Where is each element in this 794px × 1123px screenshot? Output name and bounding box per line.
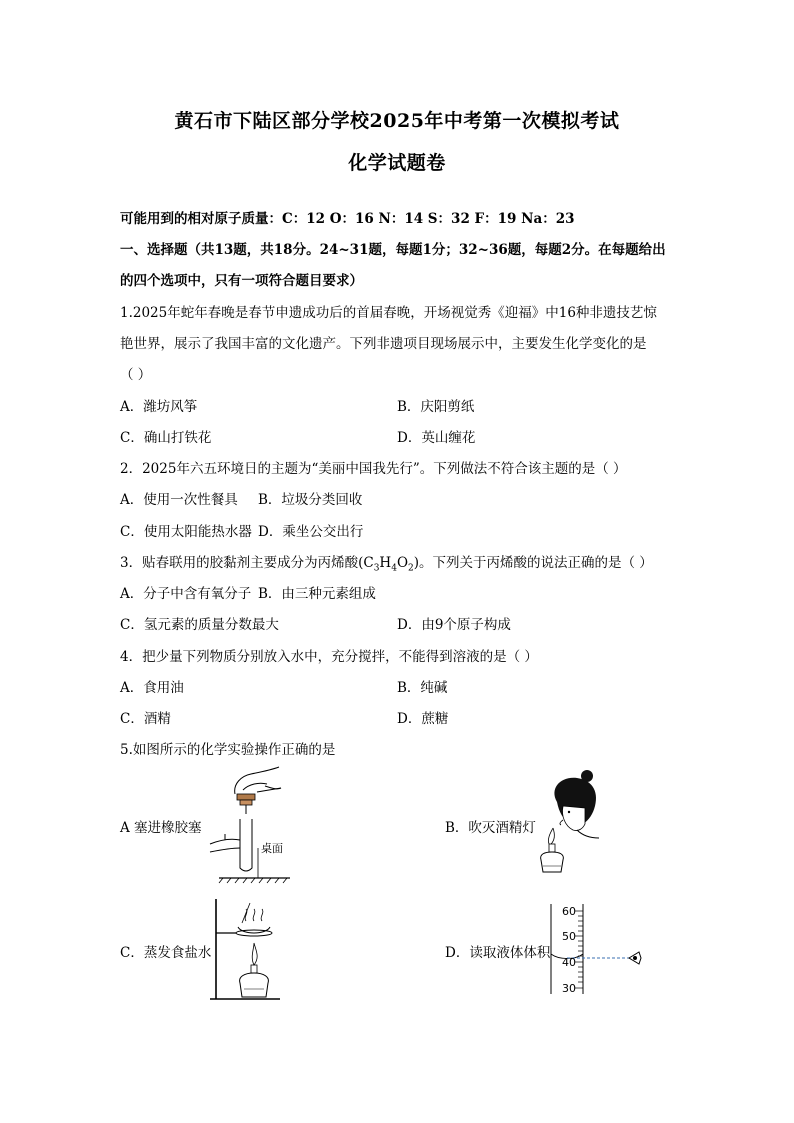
q4-option-d: D．蔗糖 xyxy=(397,711,449,727)
q3-o: O xyxy=(396,555,409,571)
q2-option-b: B．垃圾分类回收 xyxy=(258,492,363,508)
q3-text-pre: 3．贴春联用的胶黏剂主要成分为丙烯酸(C xyxy=(120,555,374,571)
q1-option-b: B．庆阳剪纸 xyxy=(397,399,475,415)
q3-option-c: C．氢元素的质量分数最大 xyxy=(120,617,279,633)
scale-label-50: 50 xyxy=(562,930,576,943)
blow-lamp-figure xyxy=(527,768,617,880)
q1-option-d: D．英山缠花 xyxy=(397,430,476,446)
q3-option-d: D．由9个原子构成 xyxy=(397,617,511,633)
q3-sub-c: 3 xyxy=(373,563,380,574)
atomic-mass-line: 可能用到的相对原子质量：C：12 O：16 N：14 S：32 F：19 Na：23 xyxy=(120,211,575,227)
q1-option-a: A．潍坊风筝 xyxy=(120,399,198,415)
q5-option-d: D．读取液体体积 xyxy=(445,945,551,961)
q3-sub-o: 2 xyxy=(408,563,414,574)
q3-option-a: A．分子中含有氧分子 xyxy=(120,586,252,602)
q4-line1: 4．把少量下列物质分别放入水中，充分搅拌，不能得到溶液的是（ ） xyxy=(120,649,538,665)
scale-label-30: 30 xyxy=(562,982,576,995)
scale-label-60: 60 xyxy=(562,905,576,918)
page-title: 黄石市下陆区部分学校2025年中考第一次模拟考试 xyxy=(174,110,620,132)
evaporate-figure xyxy=(206,893,286,1005)
q3-option-b: B．由三种元素组成 xyxy=(258,586,376,602)
q4-option-b: B．纯碱 xyxy=(397,680,448,696)
q5-option-a: A 塞进橡胶塞 xyxy=(120,820,202,836)
q1-option-c: C．确山打铁花 xyxy=(120,430,212,446)
q1-line1: 1.2025年蛇年春晚是春节申遗成功后的首届春晚，开场视觉秀《迎福》中16种非遗技艺惊 xyxy=(120,305,657,321)
section1-line2: 的四个选项中，只有一项符合题目要求） xyxy=(120,273,363,289)
q2-line1: 2．2025年六五环境日的主题为“美丽中国我先行”。下列做法不符合该主题的是（ ） xyxy=(120,461,627,477)
q5-option-b: B．吹灭酒精灯 xyxy=(445,820,536,836)
q1-line2: 艳世界，展示了我国丰富的文化遗产。下列非遗项目现场展示中，主要发生化学变化的是 xyxy=(120,336,647,352)
q3-h: H xyxy=(379,555,392,571)
cylinder-figure xyxy=(545,902,650,996)
q4-option-a: A．食用油 xyxy=(120,680,184,696)
stopper-figure xyxy=(205,764,300,884)
section1-line1: 一、选择题（共13题，共18分。24~31题，每题1分；32~36题，每题2分。在每题给出 xyxy=(120,242,666,258)
q2-option-c: C．使用太阳能热水器 xyxy=(120,524,252,540)
q3-text-post: )。下列关于丙烯酸的说法正确的是（ ） xyxy=(413,555,653,571)
q3-line1 xyxy=(120,551,653,574)
q2-option-a: A．使用一次性餐具 xyxy=(120,492,238,508)
q5-option-c: C．蒸发食盐水 xyxy=(120,945,212,961)
q5-line1: 5.如图所示的化学实验操作正确的是 xyxy=(120,742,336,758)
page-subtitle: 化学试题卷 xyxy=(348,152,446,174)
q3-sub-h: 4 xyxy=(391,563,397,574)
q4-option-c: C．酒精 xyxy=(120,711,171,727)
q2-option-d: D．乘坐公交出行 xyxy=(258,524,364,540)
q1-line3: （ ） xyxy=(120,367,152,383)
scale-label-40: 40 xyxy=(562,956,576,969)
desk-label: 桌面 xyxy=(261,842,283,855)
